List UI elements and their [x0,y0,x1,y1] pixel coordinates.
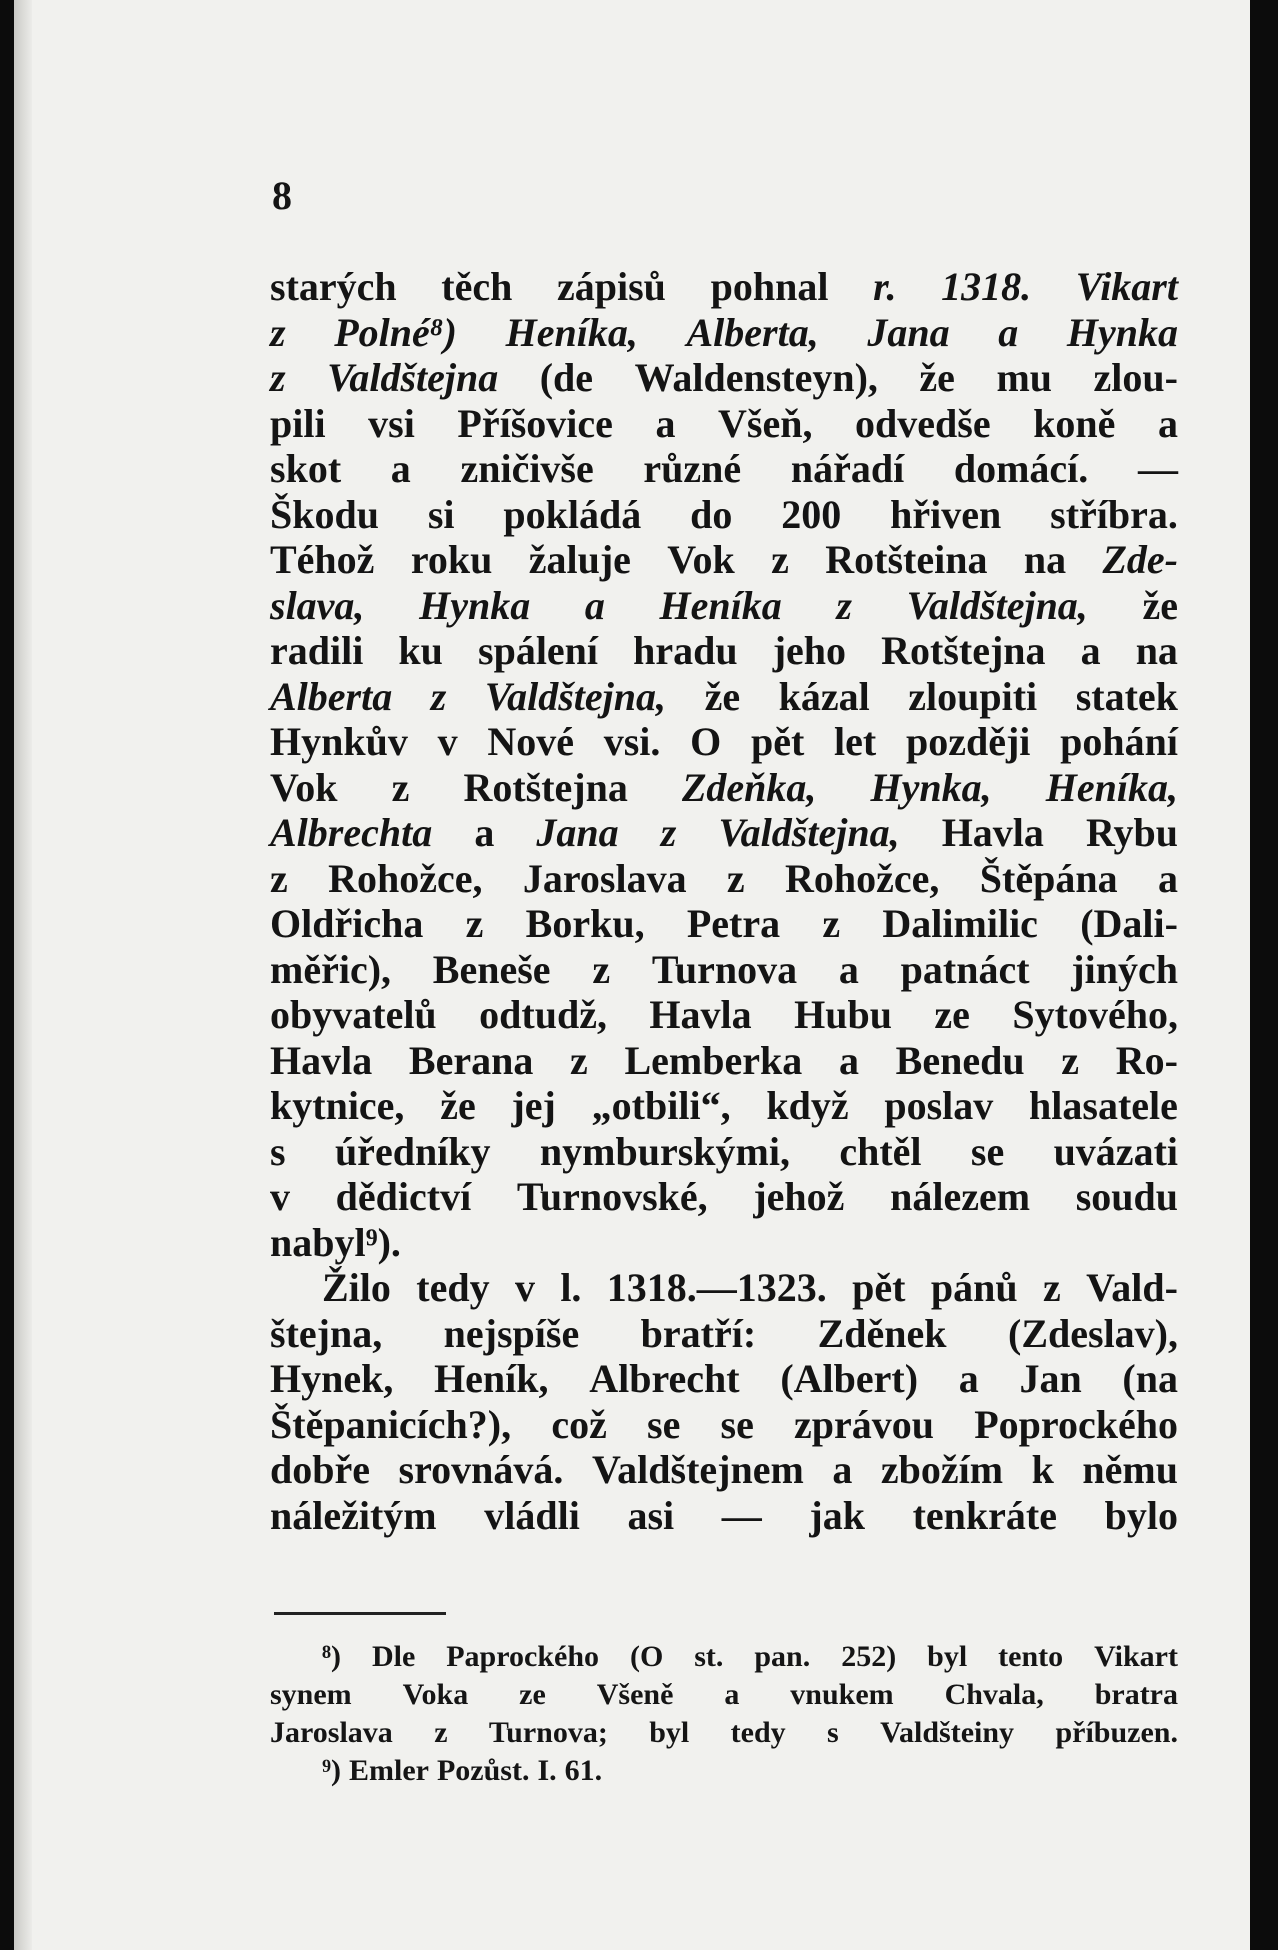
footnotes [270,1638,1178,1790]
text-line: slava, Hynka a Heníka z Valdštejna, že [270,582,1178,628]
text-line: radili ku spálení hradu jeho Rotštejna a na [270,628,1178,673]
footnote-line: ⁸) Dle Paprockého (O st. pan. 252) byl tento Vikart [322,1640,1178,1673]
text-line: Hynek, Heník, Albrecht (Albert) a Jan (na [270,1356,1178,1401]
book-page [14,0,1250,1950]
text-line: z Valdštejna (de Waldensteyn), že mu zlou- [270,355,1178,400]
text-line: Vok z Rotštejna Zdeňka, Hynka, Heníka, [270,764,1178,810]
footnote-separator [274,1612,446,1615]
text-line: Škodu si pokládá do 200 hřiven stříbra. [270,491,1178,537]
text-line: Štěpanicích?), což se se zprávou Poprockého [270,1401,1178,1447]
text-line: Téhož roku žaluje Vok z Rotšteina na Zde- [270,537,1178,582]
footnote-line: synem Voka ze Všeně a vnukem Chvala, bratra [270,1678,1178,1711]
text-line: starých těch zápisů pohnal r. 1318. Vikart [270,264,1178,309]
text-line: pili vsi Příšovice a Všeň, odvedše koně a [270,400,1178,446]
main-text [270,264,1178,1538]
text-line: v dědictví Turnovské, jehož nálezem soudu [270,1174,1178,1219]
footnote-line: Jaroslava z Turnova; byl tedy s Valdšteiny příbuzen. [270,1716,1178,1749]
text-line: obyvatelů odtudž, Havla Hubu ze Sytového, [270,992,1178,1037]
text-line: Hynkův v Nové vsi. O pět let později pohání [270,719,1178,764]
text-line: náležitým vládli asi — jak tenkráte bylo [270,1492,1178,1538]
text-line: Oldřicha z Borku, Petra z Dalimilic (Dali- [270,901,1178,946]
text-line: kytnice, že jej „otbili“, když poslav hlasatele [270,1083,1178,1128]
text-line: Havla Berana z Lemberka a Benedu z Ro- [270,1037,1178,1083]
text-line: Alberta z Valdštejna, že kázal zloupiti statek [270,673,1178,719]
text-line: s úředníky nymburskými, chtěl se uvázati [270,1128,1178,1174]
page-spine-shadow [14,0,32,1950]
text-line: dobře srovnává. Valdštejnem a zbožím k němu [270,1447,1178,1492]
text-line: Žilo tedy v l. 1318.—1323. pět pánů z Vald- [322,1265,1178,1310]
text-line: z Rohožce, Jaroslava z Rohožce, Štěpána a [270,855,1178,901]
footnote-line: ⁹) Emler Pozůst. I. 61. [322,1754,603,1787]
text-line: štejna, nejspíše bratří: Zděnek (Zdeslav), [270,1310,1178,1356]
text-line: Albrechta a Jana z Valdštejna, Havla Rybu [270,810,1178,855]
page-number: 8 [272,173,292,218]
text-line: měřic), Beneše z Turnova a patnáct jiných [270,946,1178,992]
text-line: skot a zničivše různé nářadí domácí. — [270,446,1178,491]
text-line: nabyl⁹). [270,1219,401,1265]
text-line: z Polné⁸) Heníka, Alberta, Jana a Hynka [270,309,1178,355]
